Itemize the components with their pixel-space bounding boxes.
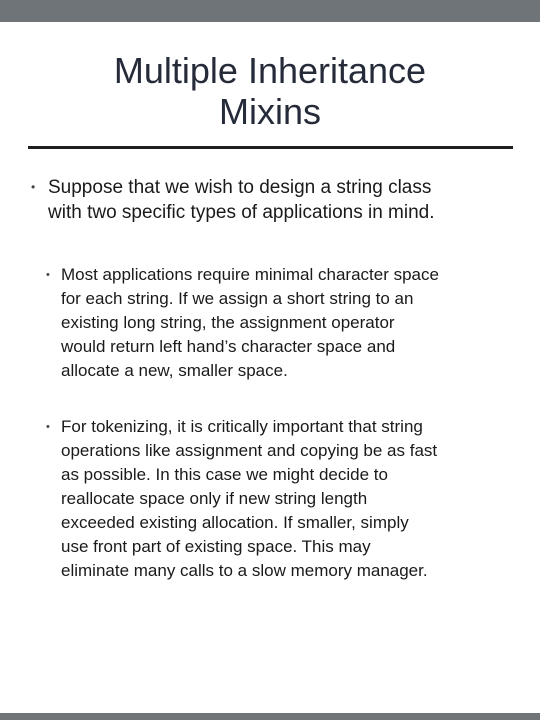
bullet-dot-icon: • bbox=[46, 269, 50, 281]
bullet-text-line: eliminate many calls to a slow memory manager. bbox=[61, 561, 428, 580]
bullet-text-line: Suppose that we wish to design a string class bbox=[48, 177, 432, 198]
bullet-text-line: For tokenizing, it is critically important that string bbox=[61, 417, 423, 436]
bullet-text-line: Most applications require minimal character space bbox=[61, 265, 439, 284]
bullet-text-line: exceeded existing allocation. If smaller, simply bbox=[61, 513, 409, 532]
title-underline-rule bbox=[28, 146, 513, 149]
bullet-dot-icon: • bbox=[46, 421, 50, 433]
bottom-accent-bar bbox=[0, 713, 540, 720]
bullet-text-line: as possible. In this case we might decide to bbox=[61, 465, 388, 484]
bullet-text-line: operations like assignment and copying be as fast bbox=[61, 441, 438, 460]
slide-title-line-1: Multiple Inheritance bbox=[113, 50, 427, 91]
bullet-text-line: reallocate space only if new string length bbox=[61, 489, 368, 508]
sub-bullet-applications bbox=[46, 263, 521, 383]
top-accent-bar bbox=[0, 0, 540, 22]
bullet-text-line: with two specific types of applications in mind. bbox=[48, 202, 435, 223]
bullet-text-line: would return left hand’s character space and bbox=[61, 337, 396, 356]
bullet-text-line: use front part of existing space. This may bbox=[61, 537, 371, 556]
bullet-dot-icon: • bbox=[31, 180, 36, 194]
bullet-text-line: allocate a new, smaller space. bbox=[61, 361, 288, 380]
sub-bullet-tokenizing bbox=[46, 415, 521, 583]
slide-title-line-2: Mixins bbox=[218, 91, 321, 132]
bullet-text-line: existing long string, the assignment operator bbox=[61, 313, 395, 332]
slide-title bbox=[0, 50, 540, 132]
bullet-text-line: for each string. If we assign a short string to an bbox=[61, 289, 414, 308]
bullet-level-1 bbox=[31, 175, 518, 225]
